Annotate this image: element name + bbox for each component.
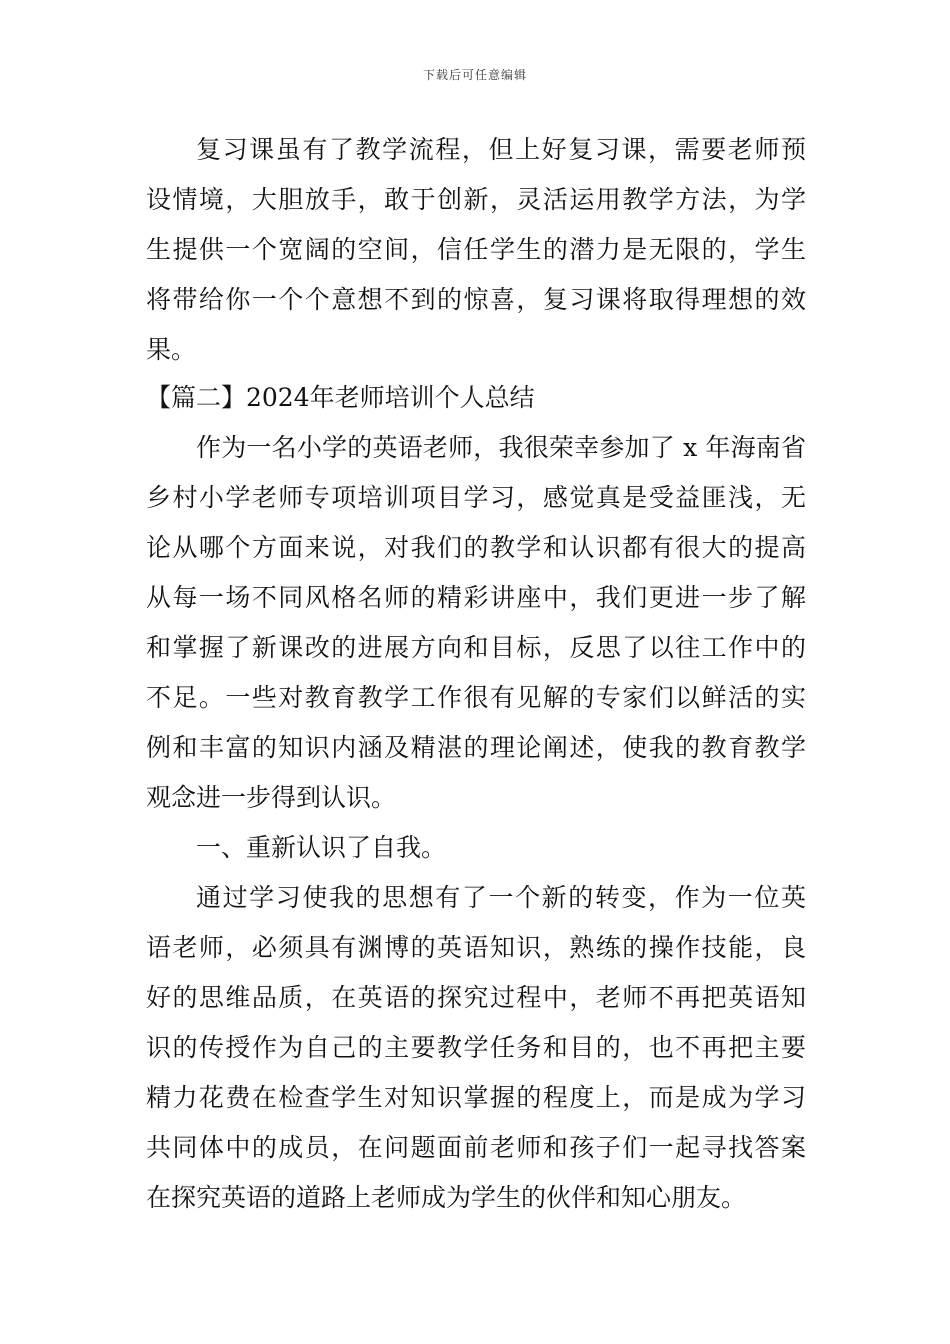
paragraph-3-line-5: 精力花费在检查学生对知识掌握的程度上，而是成为学习 xyxy=(146,1083,806,1112)
paragraph-3-line-7: 在探究英语的道路上老师成为学生的伙伴和知心朋友。 xyxy=(146,1183,747,1212)
header-note: 下载后可任意编辑 xyxy=(422,68,527,82)
paragraph-1-line-2: 设情境，大胆放手，敢于创新，灵活运用教学方法，为学 xyxy=(146,185,806,214)
paragraph-3-line-4: 识的传授作为自己的主要教学任务和目的，也不再把主要 xyxy=(146,1033,806,1062)
paragraph-1-line-3: 生提供一个宽阔的空间，信任学生的潜力是无限的，学生 xyxy=(146,235,806,264)
paragraph-3-line-3: 好的思维品质，在英语的探究过程中，老师不再把英语知 xyxy=(146,983,806,1012)
paragraph-2-line-7: 例和丰富的知识内涵及精湛的理论阐述，使我的教育教学 xyxy=(146,733,806,762)
paragraph-2-line-8: 观念进一步得到认识。 xyxy=(146,783,397,812)
paragraph-2-line-3: 论从哪个方面来说，对我们的教学和认识都有很大的提高 xyxy=(146,533,806,562)
paragraph-2-line-4: 从每一场不同风格名师的精彩讲座中，我们更进一步了解 xyxy=(146,583,806,612)
section-heading: 【篇二】2024年老师培训个人总结 xyxy=(146,383,535,412)
paragraph-1-line-5: 果。 xyxy=(146,335,197,364)
subheading-1: 一、重新认识了自我。 xyxy=(196,833,447,862)
paragraph-1-line-4: 将带给你一个个意想不到的惊喜，复习课将取得理想的效 xyxy=(146,285,806,314)
paragraph-3-line-1: 通过学习使我的思想有了一个新的转变，作为一位英 xyxy=(196,883,806,912)
paragraph-1-line-1: 复习课虽有了教学流程，但上好复习课，需要老师预 xyxy=(196,135,806,164)
paragraph-2-line-5: 和掌握了新课改的进展方向和目标，反思了以往工作中的 xyxy=(146,633,806,662)
paragraph-2-line-1: 作为一名小学的英语老师，我很荣幸参加了 x 年海南省 xyxy=(196,433,806,462)
paragraph-2-line-2: 乡村小学老师专项培训项目学习，感觉真是受益匪浅，无 xyxy=(146,483,806,512)
paragraph-2-line-6: 不足。一些对教育教学工作很有见解的专家们以鲜活的实 xyxy=(146,683,806,712)
paragraph-3-line-2: 语老师，必须具有渊博的英语知识，熟练的操作技能，良 xyxy=(146,933,806,962)
paragraph-3-line-6: 共同体中的成员，在问题面前老师和孩子们一起寻找答案 xyxy=(146,1133,806,1162)
